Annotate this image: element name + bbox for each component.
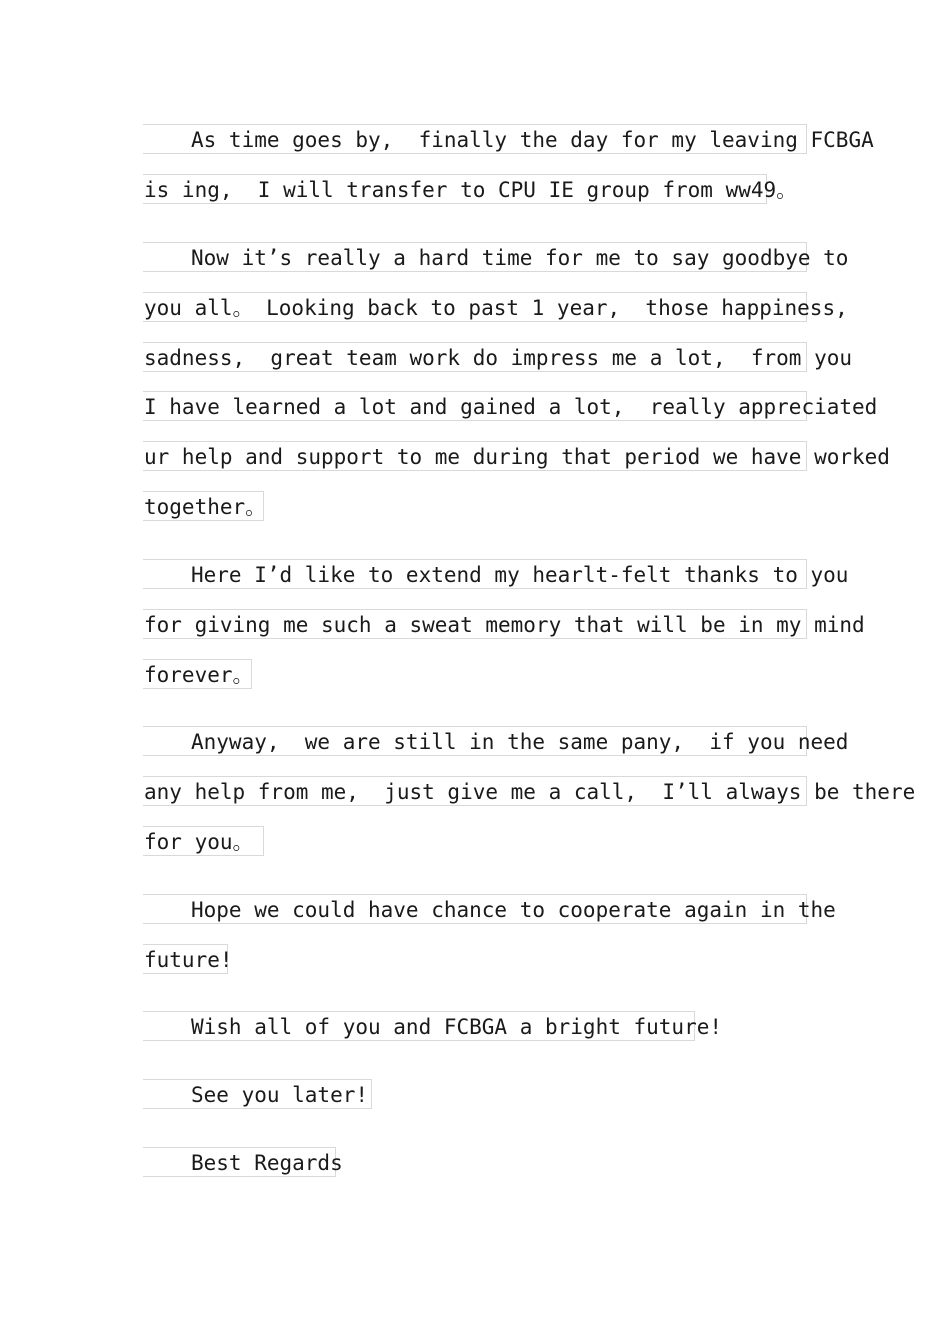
paragraph-4-line-3: for you。 xyxy=(143,826,264,856)
paragraph-7-line-1: See you later! xyxy=(143,1079,372,1109)
paragraph-5-line-2: future! xyxy=(143,944,228,974)
paragraph-2-line-5: ur help and support to me during that period we have worked xyxy=(143,441,807,471)
paragraph-4-line-2: any help from me, just give me a call, I’ll always be there xyxy=(143,776,807,806)
paragraph-2-line-6: together。 xyxy=(143,491,264,521)
paragraph-2-line-1: Now it’s really a hard time for me to say goodbye to xyxy=(143,242,807,272)
paragraph-1-line-1: As time goes by, finally the day for my leaving FCBGA xyxy=(143,124,807,154)
paragraph-3-line-2: for giving me such a sweat memory that will be in my mind xyxy=(143,609,807,639)
paragraph-8-line-1: Best Regards xyxy=(143,1147,336,1177)
paragraph-3-line-3: forever。 xyxy=(143,659,252,689)
paragraph-2-line-3: sadness, great team work do impress me a lot, from you xyxy=(143,342,807,372)
paragraph-5-line-1: Hope we could have chance to cooperate again in the xyxy=(143,894,807,924)
paragraph-4-line-1: Anyway, we are still in the same pany, if you need xyxy=(143,726,807,756)
paragraph-6-line-1: Wish all of you and FCBGA a bright future! xyxy=(143,1011,695,1041)
paragraph-2-line-4: I have learned a lot and gained a lot, really appreciated xyxy=(143,391,807,421)
paragraph-3-line-1: Here I’d like to extend my hearlt-felt thanks to you xyxy=(143,559,807,589)
paragraph-1-line-2: is ing, I will transfer to CPU IE group from ww49。 xyxy=(143,174,767,204)
paragraph-2-line-2: you all。 Looking back to past 1 year, those happiness, xyxy=(143,292,807,322)
